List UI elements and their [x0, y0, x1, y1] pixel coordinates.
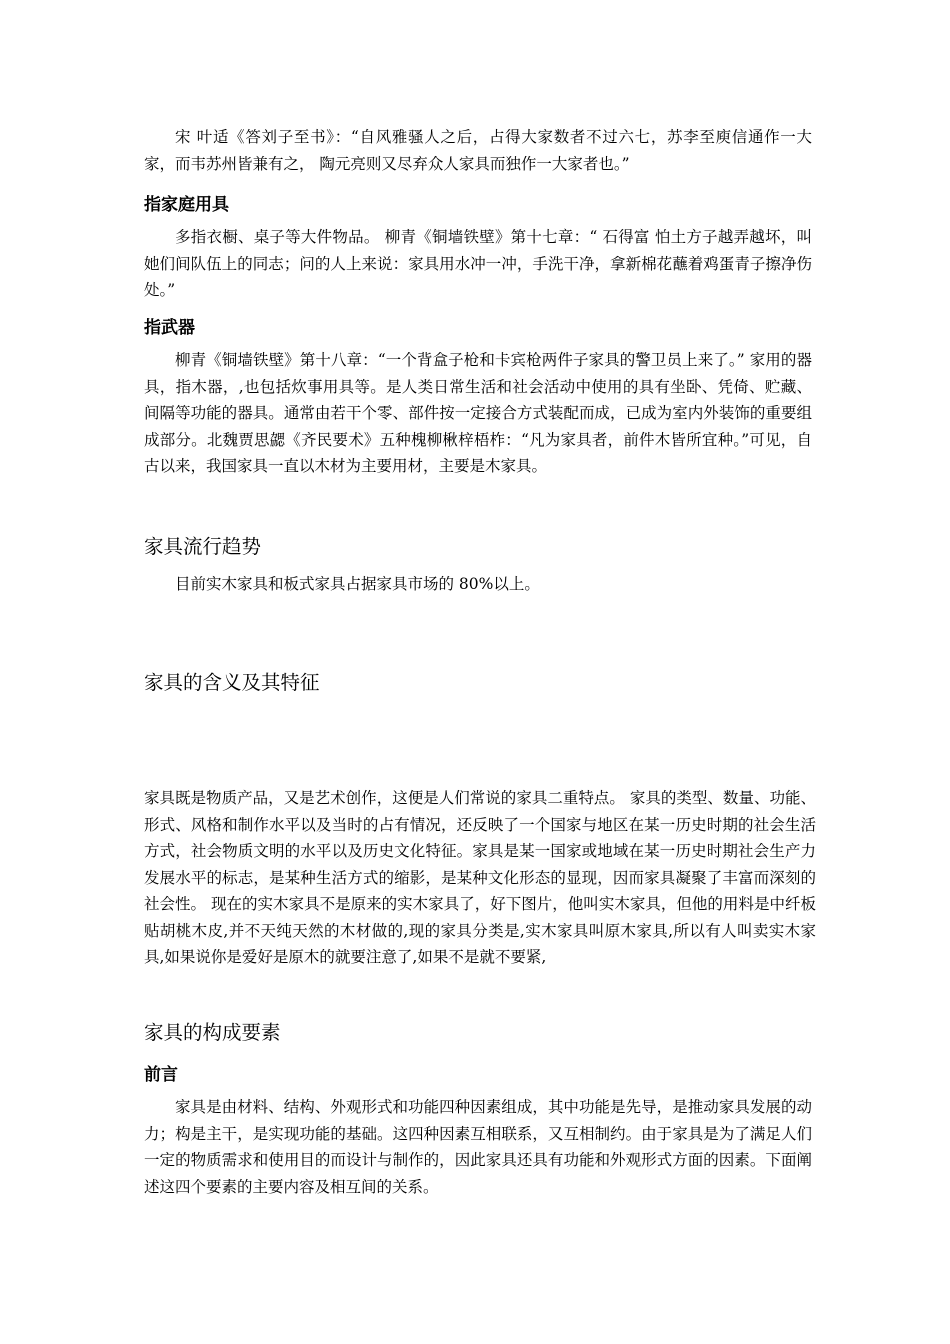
heading-household-utensils: 指家庭用具: [144, 195, 229, 215]
paragraph-furniture-trends: 目前实木家具和板式家具占据家具市场的 80%以上。: [175, 575, 540, 593]
paragraph-weapons-definition: 柳青《铜墙铁壁》第十八章：“一个背盒子枪和卡宾枪两件子家具的警卫员上来了。” 家用的器具，指木器，,也包括炊事用具等。是人类日常生活和社会活动中使用的具有坐卧、凭倚、贮藏、间隔等功能的器具。通常由若干个零、部件按一定接合方式装配而成，已成为室内外装饰的重要组成部分。北魏贾思勰《齐民要术》五种槐柳楸梓梧柞：“凡为家具者，前件木皆所宜种。”可见，自古以来，我国家具一直以木材为主要用材，主要是木家具。: [144, 351, 812, 475]
heading-preface: 前言: [144, 1065, 178, 1085]
paragraph-meaning-and-features: 家具既是物质产品，又是艺术创作，这便是人们常说的家具二重特点。 家具的类型、数量、功能、形式、风格和制作水平以及当时的占有情况，还反映了一个国家与地区在某一历史时期的社会生活方式，社会物质文明的水平以及历史文化特征。家具是某一国家或地域在某一历史时期社会生产力发展水平的标志，是某种生活方式的缩影，是某种文化形态的显现，因而家具凝聚了丰富而深刻的社会性。 现在的实木家具不是原来的实木家具了，好下图片，他叫实木家具，但他的用料是中纤板贴胡桃木皮,并不天纯天然的木材做的,现的家具分类是,实木家具叫原木家具,所以有人叫卖实木家具,如果说你是爱好是原木的就要注意了,如果不是就不要紧,: [144, 789, 816, 966]
paragraph-household-utensils: 多指衣橱、桌子等大件物品。 柳青《铜墙铁壁》第十七章：“ 石得富 怕土方子越弄越坏，叫她们间队伍上的同志；问的人上来说：家具用水冲一冲，手洗干净，拿新棉花蘸着鸡蛋青子擦净伤处。”: [144, 228, 812, 299]
quote-paragraph-ye-shi: 宋 叶适《答刘子至书》：“自风雅骚人之后，占得大家数者不过六七，苏李至庾信通作一大家，而韦苏州皆兼有之， 陶元亮则又尽弃众人家具而独作一大家者也。”: [144, 128, 812, 173]
heading-constituent-elements: 家具的构成要素: [144, 1021, 281, 1044]
heading-meaning-and-features: 家具的含义及其特征: [144, 671, 320, 694]
heading-weapons: 指武器: [144, 318, 195, 338]
paragraph-preface: 家具是由材料、结构、外观形式和功能四种因素组成，其中功能是先导，是推动家具发展的动力；构是主干，是实现功能的基础。这四种因素互相联系，又互相制约。由于家具是为了满足人们一定的物质需求和使用目的而设计与制作的，因此家具还具有功能和外观形式方面的因素。下面阐述这四个要素的主要内容及相互间的关系。: [144, 1098, 812, 1196]
heading-furniture-trends: 家具流行趋势: [144, 535, 262, 558]
